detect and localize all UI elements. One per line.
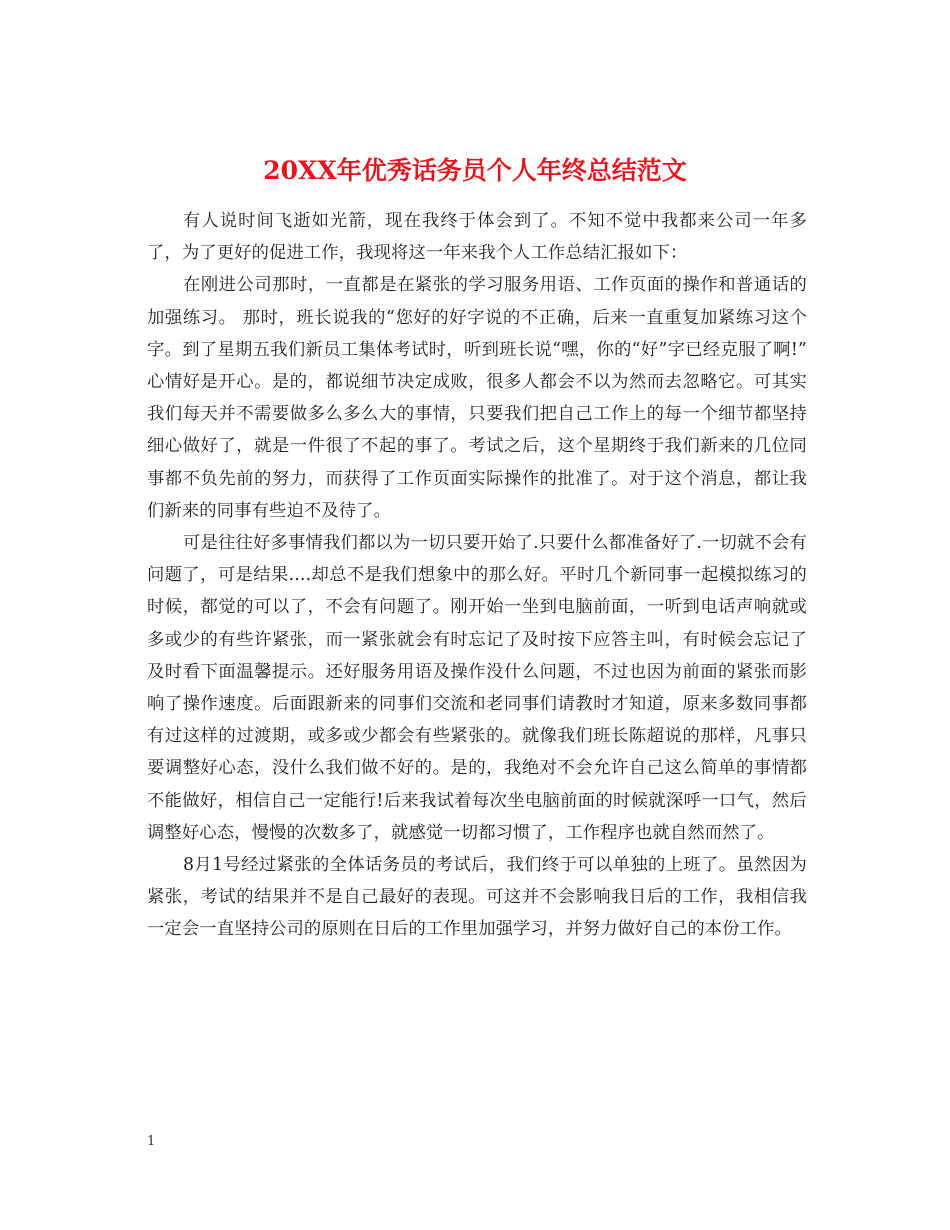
page-number: 1 xyxy=(147,1134,156,1149)
paragraph-august-exam: 8月1号经过紧张的全体话务员的考试后，我们终于可以单独的上班了。虽然因为紧张，考试的结果并不是自己最好的表现。可这并不会影响我日后的工作，我相信我一定会一直坚持公司的原则在日后的工作里加强学习，并努力做好自己的本份工作。 xyxy=(147,855,807,940)
document-body xyxy=(147,205,807,946)
paragraph-intro: 有人说时间飞逝如光箭，现在我终于体会到了。不知不觉中我都来公司一年多了，为了更好的促进工作，我现将这一年来我个人工作总结汇报如下： xyxy=(147,211,807,264)
paragraph-nervousness: 可是往往好多事情我们都以为一切只要开始了.只要什么都准备好了.一切就不会有问题了，可是结果....却总不是我们想象中的那么好。平时几个新同事一起模拟练习的时候，都觉的可以了，不会有问题了。刚开始一坐到电脑前面，一听到电话声响就或多或少的有些许紧张，而一紧张就会有时忘记了及时按下应答主叫，有时候会忘记了及时看下面温馨提示。还好服务用语及操作没什么问题，不过也因为前面的紧张而影响了操作速度。后面跟新来的同事们交流和老同事们请教时才知道，原来多数同事都有过这样的过渡期，或多或少都会有些紧张的。就像我们班长陈超说的那样，凡事只要调整好心态，没什么我们做不好的。是的，我绝对不会允许自己这么简单的事情都不能做好，相信自己一定能行!后来我试着每次坐电脑前面的时候就深呼一口气，然后调整好心态，慢慢的次数多了，就感觉一切都习惯了，工作程序也就自然而然了。 xyxy=(147,533,807,843)
document-title: 20XX年优秀话务员个人年终总结范文 xyxy=(263,155,687,185)
paragraph-training: 在刚进公司那时，一直都是在紧张的学习服务用语、工作页面的操作和普通话的加强练习。 那时，班长说我的“您好的好字说的不正确，后来一直重复加紧练习这个字。到了星期五我们新员工集体考试时，听到班长说“嘿，你的“好”字已经克服了啊!” 心情好是开心。是的，都说细节决定成败，很多人都会不以为然而去忽略它。可其实我们每天并不需要做多么多么大的事情，只要我们把自己工作上的每一个细节都坚持细心做好了，就是一件很了不起的事了。考试之后，这个星期终于我们新来的几位同事都不负先前的努力，而获得了工作页面实际操作的批准了。对于这个消息，都让我们新来的同事有些迫不及待了。 xyxy=(147,275,807,521)
